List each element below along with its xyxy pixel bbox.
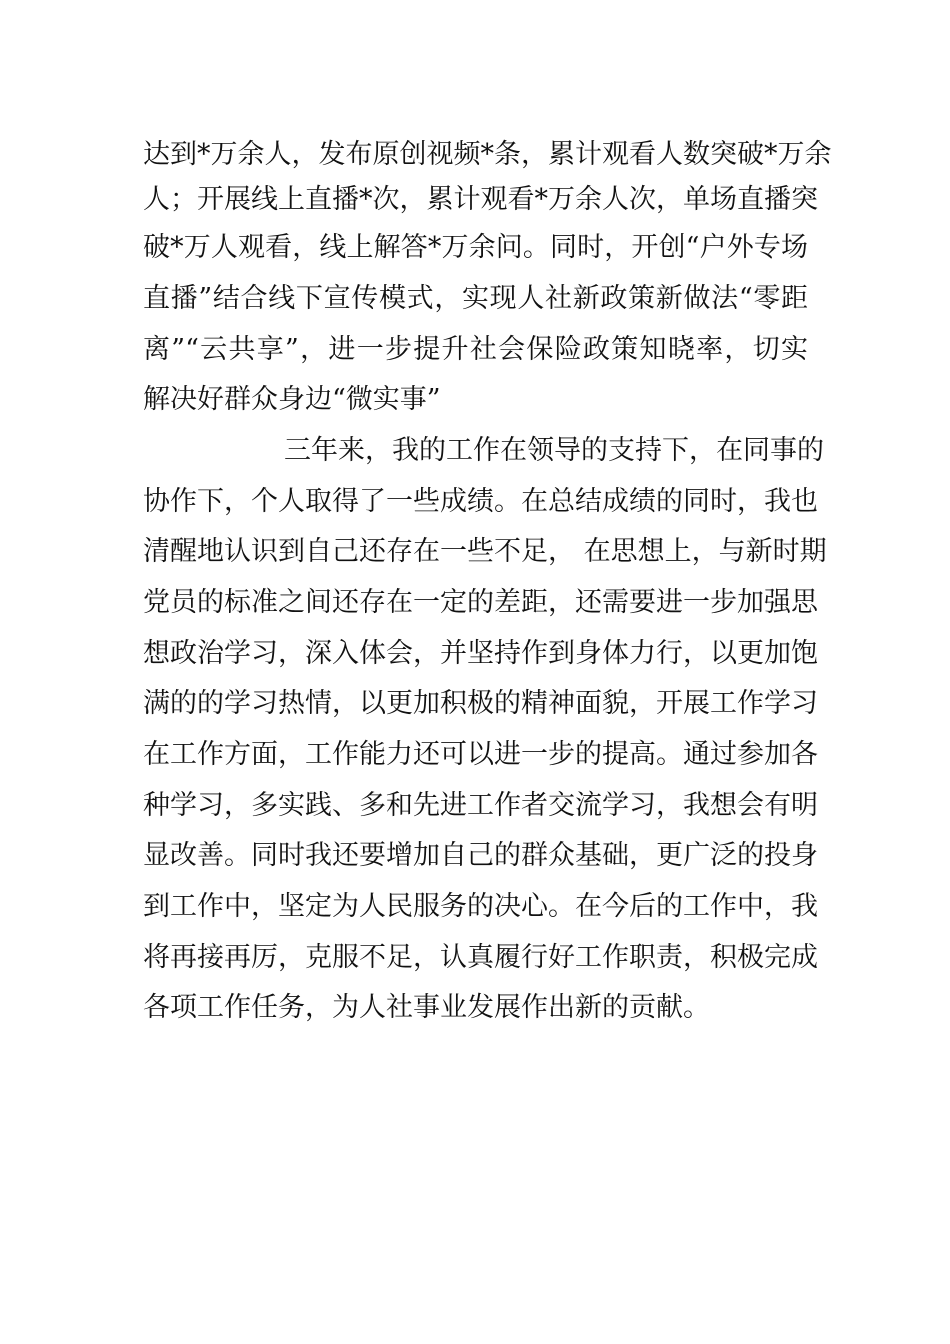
text-line: 将再接再厉，克服不足，认真履行好工作职责，积极完成 <box>143 942 818 973</box>
text-line: 解决好群众身边“微实事” <box>143 384 441 415</box>
text-line: 种学习，多实践、多和先进工作者交流学习，我想会有明 <box>143 790 818 821</box>
text-line: 离”“云共享”，进一步提升社会保险政策知晓率，切实 <box>143 334 808 365</box>
text-line: 满的的学习热情，以更加积极的精神面貌，开展工作学习 <box>143 688 818 719</box>
text-line: 到工作中，坚定为人民服务的决心。在今后的工作中，我 <box>143 891 818 922</box>
text-line: 协作下，个人取得了一些成绩。在总结成绩的同时，我也 <box>143 486 818 517</box>
text-line: 达到*万余人，发布原创视频*条，累计观看人数突破*万余 <box>143 139 832 170</box>
text-line: 在工作方面，工作能力还可以进一步的提高。通过参加各 <box>143 739 818 770</box>
text-line: 党员的标准之间还存在一定的差距，还需要进一步加强思 <box>143 587 818 618</box>
text-line: 显改善。同时我还要增加自己的群众基础，更广泛的投身 <box>143 840 818 871</box>
text-line: 清醒地认识到自己还存在一些不足， 在思想上，与新时期 <box>143 536 827 567</box>
text-line: 破*万人观看，线上解答*万余问。同时，开创“户外专场 <box>143 232 808 263</box>
text-line: 想政治学习，深入体会，并坚持作到身体力行，以更加饱 <box>143 638 818 669</box>
text-line: 各项工作任务，为人社事业发展作出新的贡献。 <box>143 992 710 1023</box>
text-line: 人；开展线上直播*次，累计观看*万余人次，单场直播突 <box>143 184 818 215</box>
paragraph-first-line: 三年来，我的工作在领导的支持下，在同事的 <box>284 435 824 466</box>
text-line: 直播”结合线下宣传模式，实现人社新政策新做法“零距 <box>143 283 808 314</box>
